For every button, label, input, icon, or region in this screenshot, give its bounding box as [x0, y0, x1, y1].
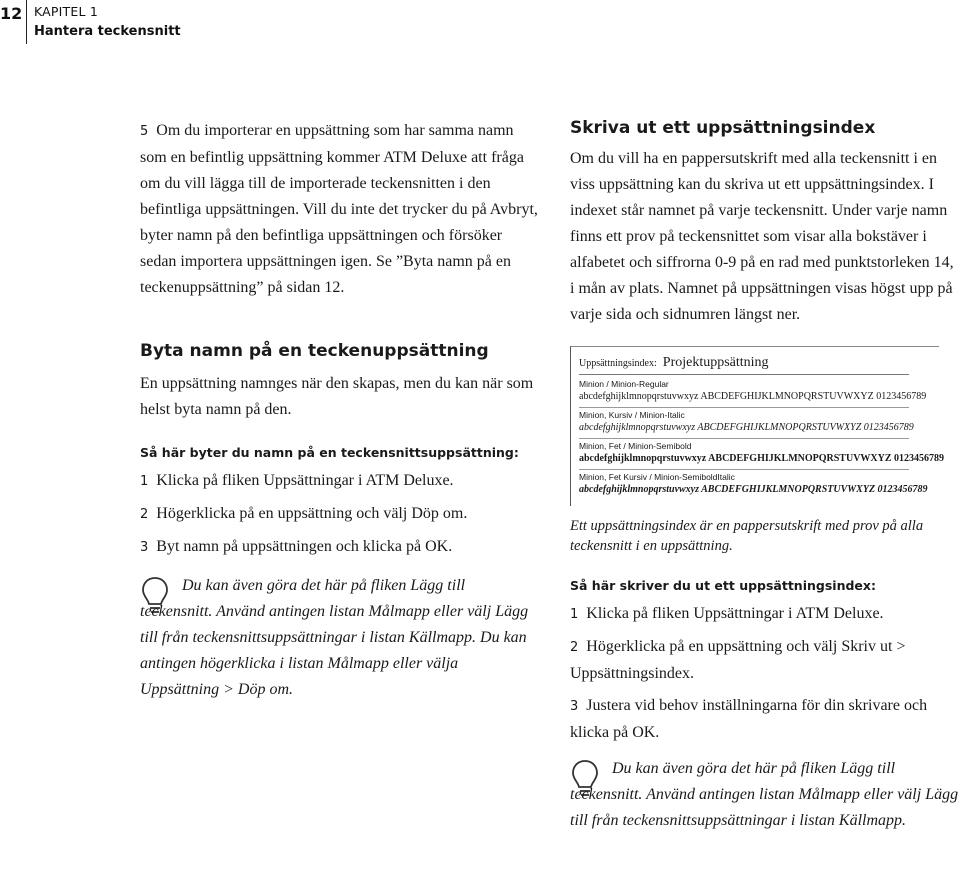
step-number: 5: [140, 124, 149, 139]
tip-text: Du kan även göra det här på fliken Lägg till teckensnitt. Använd antingen listan Målmapp eller välj Lägg till från teckensnittsuppsättningar i listan Källmapp.: [570, 760, 959, 829]
step-number: 1: [570, 607, 579, 622]
step-number: 3: [570, 699, 579, 714]
sample-set-name: Projektuppsättning: [662, 355, 769, 370]
rename-step-3: [140, 534, 540, 561]
rename-instructions-heading: Så här byter du namn på en teckensnittsuppsättning:: [140, 445, 519, 460]
rename-tip: [140, 573, 540, 703]
rename-step-1: [140, 468, 540, 495]
print-instructions-heading: Så här skriver du ut ett uppsättningsindex:: [570, 578, 876, 593]
step-number: 1: [140, 474, 149, 489]
section-heading-rename: Byta namn på en teckenuppsättning: [140, 341, 489, 361]
sample-font-name: Minion, Fet / Minion-Semibold: [579, 441, 692, 451]
sample-entry: [579, 439, 945, 470]
step-text: Byt namn på uppsättningen och klicka på OK.: [156, 538, 453, 555]
page-number: 12: [0, 4, 23, 23]
step-text: Högerklicka på en uppsättning och välj Döp om.: [156, 505, 468, 522]
print-step-2: [570, 634, 960, 687]
sample-font-line: abcdefghijklmnopqrstuvwxyz ABCDEFGHIJKLMNOPQRSTUVWXYZ 0123456789: [579, 453, 945, 464]
sample-font-line: abcdefghijklmnopqrstuvwxyz ABCDEFGHIJKLMNOPQRSTUVWXYZ 0123456789: [579, 484, 928, 495]
set-index-sample-figure: [570, 346, 945, 506]
print-step-1: [570, 601, 960, 628]
right-column: [570, 118, 960, 834]
sample-font-line: abcdefghijklmnopqrstuvwxyz ABCDEFGHIJKLMNOPQRSTUVWXYZ 0123456789: [579, 422, 914, 433]
sample-entry: [579, 470, 928, 500]
sample-font-line: abcdefghijklmnopqrstuvwxyz ABCDEFGHIJKLMNOPQRSTUVWXYZ 0123456789: [579, 391, 927, 402]
sample-font-name: Minion / Minion-Regular: [579, 379, 669, 389]
sample-entry: [579, 377, 927, 408]
step-text: Om du importerar en uppsättning som har samma namn som en befintlig uppsättning kommer ATM Deluxe att fråga om du vill lägga till de importerade teckensnitten i den befintliga uppsättningen. Vill du inte det trycker du på Avbryt, byter namn på den befintliga uppsättningen och försöker sedan importera uppsättningen igen. Se ”Byta namn på en teckenuppsättning” på sidan 12.: [140, 122, 538, 296]
header-divider: [26, 0, 27, 44]
sample-entry: [579, 408, 914, 439]
step-5: [140, 118, 540, 301]
step-number: 2: [570, 640, 579, 655]
tip-text: Du kan även göra det här på fliken Lägg till teckensnitt. Använd antingen listan Målmapp eller välj Lägg till från teckensnittsuppsättningar i listan Källmapp. Du kan antingen högerklicka i listan Målmapp eller välja Uppsättning > Döp om.: [140, 577, 529, 698]
rename-step-2: [140, 501, 540, 528]
print-step-3: [570, 693, 960, 746]
print-index-intro: Om du vill ha en pappersutskrift med alla teckensnitt i en viss uppsättning kan du skriva ut ett uppsättningsindex. I indexet står namnet på varje teckensnitt. Under varje namn finns ett prov på teckensnittet som visar alla bokstäver i alfabetet och siffrorna 0-9 på en rad med punktstorleken 14, i mån av plats. Namnet på uppsättningen visas högst upp på varje sida och sidnumren längst ner.: [570, 150, 954, 323]
step-number: 3: [140, 540, 149, 555]
step-number: 2: [140, 507, 149, 522]
sample-header: [579, 355, 939, 371]
figure-caption: Ett uppsättningsindex är en pappersutskrift med prov på alla teckensnitt i en uppsättning.: [570, 518, 924, 554]
step-text: Högerklicka på en uppsättning och välj Skriv ut > Uppsättningsindex.: [570, 638, 906, 682]
step-text: Justera vid behov inställningarna för din skrivare och klicka på OK.: [570, 697, 928, 741]
sample-font-name: Minion, Fet Kursiv / Minion-SemiboldItalic: [579, 472, 735, 482]
step-text: Klicka på fliken Uppsättningar i ATM Deluxe.: [156, 472, 454, 489]
sample-divider: [579, 374, 909, 375]
sample-font-name: Minion, Kursiv / Minion-Italic: [579, 410, 685, 420]
left-column: [140, 118, 540, 703]
chapter-title: Hantera teckensnitt: [34, 24, 181, 39]
section-heading-print-index: Skriva ut ett uppsättningsindex: [570, 118, 876, 138]
print-tip: [570, 756, 960, 834]
chapter-label: KAPITEL 1: [34, 4, 98, 19]
step-text: Klicka på fliken Uppsättningar i ATM Deluxe.: [586, 605, 884, 622]
rename-intro: En uppsättning namnges när den skapas, men du kan när som helst byta namn på den.: [140, 375, 534, 418]
sample-header-label: Uppsättningsindex:: [579, 358, 657, 369]
